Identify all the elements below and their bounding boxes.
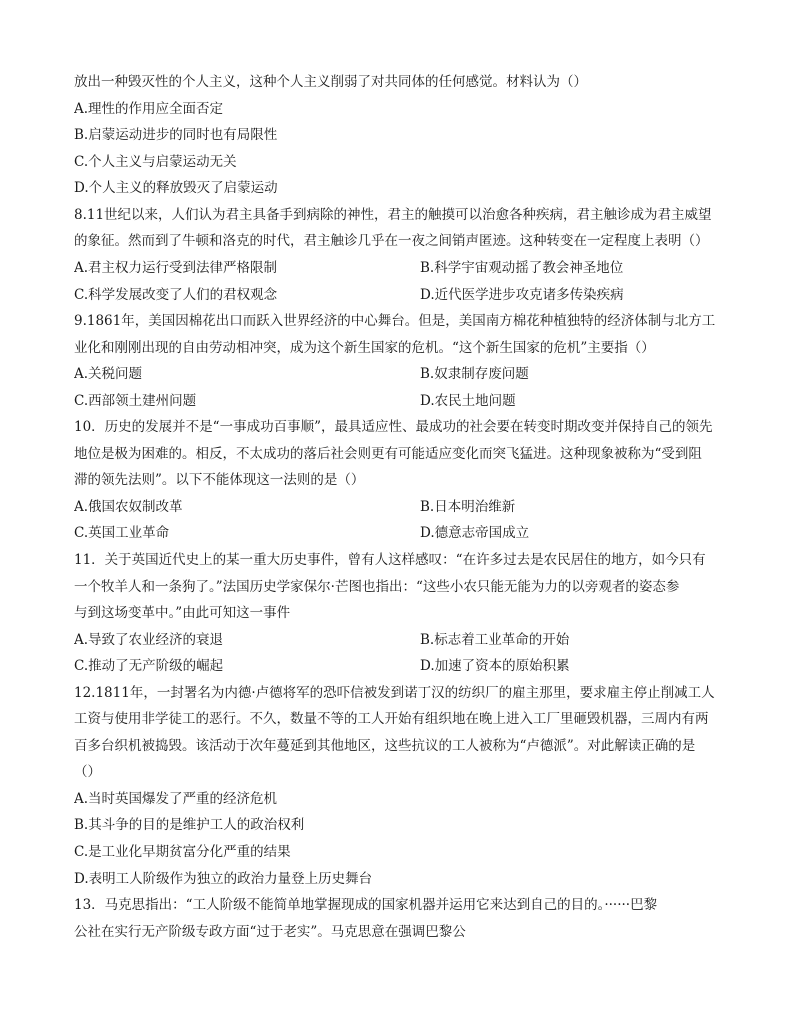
q9-stem-line-1: 9.1861年，美国因棉花出口而跃入世界经济的中心舞台。但是，美国南方棉花种植独特的经济体制与北方工 xyxy=(74,313,716,329)
q8-option-a: A.君主权力运行受到法律严格限制 xyxy=(74,260,278,276)
q10-option-d: D.德意志帝国成立 xyxy=(420,525,530,541)
q12-stem-line-4: （） xyxy=(74,764,101,780)
q8-option-b: B.科学宇宙观动摇了教会神圣地位 xyxy=(420,260,624,276)
q10-option-a: A.俄国农奴制改革 xyxy=(74,499,183,515)
q9-option-b: B.奴隶制存废问题 xyxy=(420,366,529,382)
q13-stem-line-2: 公社在实行无产阶级专政方面“过于老实”。马克思意在强调巴黎公 xyxy=(74,924,466,940)
q11-option-c: C.推动了无产阶级的崛起 xyxy=(74,658,224,674)
q12-option-d: D.表明工人阶级作为独立的政治力量登上历史舞台 xyxy=(74,871,373,887)
q7-option-c: C.个人主义与启蒙运动无关 xyxy=(74,154,237,170)
q7-stem-tail: 放出一种毁灭性的个人主义，这种个人主义削弱了对共同体的任何感觉。材料认为（） xyxy=(74,74,587,90)
q11-stem-line-2: 一个牧羊人和一条狗了。”法国历史学家保尔·芒图也指出：“这些小农只能无能为力的以旁观者的姿态参 xyxy=(74,579,680,595)
q9-option-a: A.关税问题 xyxy=(74,366,143,382)
q9-option-d: D.农民土地问题 xyxy=(420,393,516,409)
q10-stem-line-3: 滞的领先法则”。以下不能体现这一法则的是（） xyxy=(74,472,365,488)
q10-option-b: B.日本明治维新 xyxy=(420,499,516,515)
q8-option-c: C.科学发展改变了人们的君权观念 xyxy=(74,287,278,303)
q12-option-b: B.其斗争的目的是维护工人的政治权利 xyxy=(74,817,305,833)
q13-stem-line-1: 13．马克思指出：“工人阶级不能简单地掌握现成的国家机器并运用它来达到自己的目的。······巴黎 xyxy=(74,897,658,913)
q10-option-c: C.英国工业革命 xyxy=(74,525,170,541)
q12-stem-line-3: 百多台织机被捣毁。该活动于次年蔓延到其他地区，这些抗议的工人被称为“卢德派”。对此解读正确的是 xyxy=(74,738,696,754)
q7-option-a: A.理性的作用应全面否定 xyxy=(74,101,224,117)
q11-option-a: A.导致了农业经济的衰退 xyxy=(74,632,224,648)
q11-option-b: B.标志着工业革命的开始 xyxy=(420,632,570,648)
q12-option-c: C.是工业化早期贫富分化严重的结果 xyxy=(74,844,291,860)
q12-option-a: A.当时英国爆发了严重的经济危机 xyxy=(74,791,278,807)
q12-stem-line-2: 工资与使用非学徒工的恶行。不久，数量不等的工人开始有组织地在晚上进入工厂里砸毁机器，三周内有两 xyxy=(74,711,709,727)
q10-stem-line-1: 10．历史的发展并不是“一事成功百事顺”，最具适应性、最成功的社会要在转变时期改变并保持自己的领先 xyxy=(74,419,713,435)
q11-option-d: D.加速了资本的原始积累 xyxy=(420,658,570,674)
q8-stem-line-2: 的象征。然而到了牛顿和洛克的时代，君主触诊几乎在一夜之间销声匿迹。这种转变在一定程度上表明（） xyxy=(74,233,709,249)
q9-option-c: C.西部领土建州问题 xyxy=(74,393,197,409)
q12-stem-line-1: 12.1811年，一封署名为内德·卢德将军的恐吓信被发到诺丁汉的纺织厂的雇主那里，要求雇主停止削减工人 xyxy=(74,685,715,701)
q8-option-d: D.近代医学进步攻克诸多传染疾病 xyxy=(420,287,624,303)
q11-stem-line-1: 11．关于英国近代史上的某一重大历史事件，曾有人这样感叹：“在许多过去是农民居住的地方，如今只有 xyxy=(74,552,706,568)
q8-stem-line-1: 8.11世纪以来，人们认为君主具备手到病除的神性，君主的触摸可以治愈各种疾病，君主触诊成为君主威望 xyxy=(74,207,712,223)
q7-option-b: B.启蒙运动进步的同时也有局限性 xyxy=(74,127,278,143)
q11-stem-line-3: 与到这场变革中。”由此可知这一事件 xyxy=(74,605,291,621)
q7-option-d: D.个人主义的释放毁灭了启蒙运动 xyxy=(74,180,278,196)
q9-stem-line-2: 业化和刚刚出现的自由劳动相冲突，成为这个新生国家的危机。“这个新生国家的危机”主要指（） xyxy=(74,340,655,356)
q10-stem-line-2: 地位是极为困难的。相反，不太成功的落后社会则更有可能适应变化而突飞猛进。这种现象被称为“受到阻 xyxy=(74,446,702,462)
